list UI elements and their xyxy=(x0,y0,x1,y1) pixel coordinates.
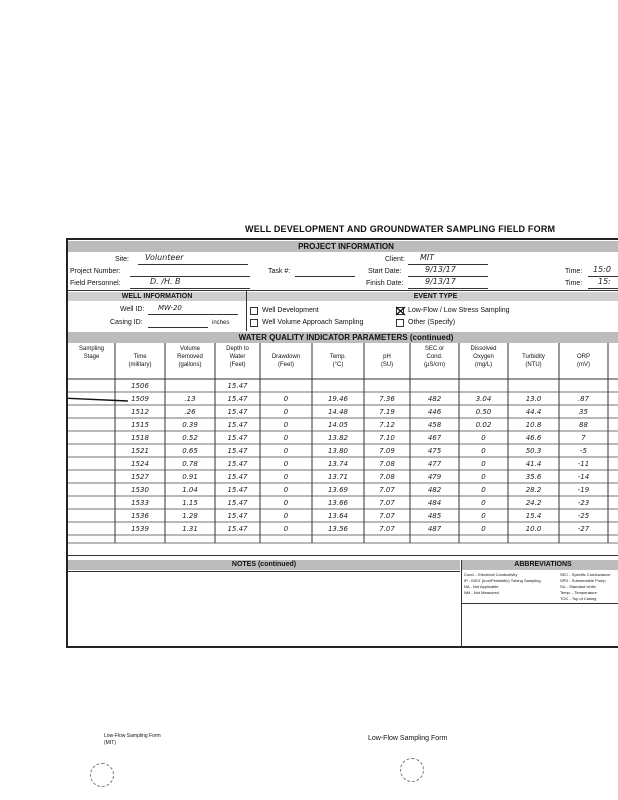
well-id-label: Well ID: xyxy=(120,306,145,313)
table-cell[interactable]: 35 xyxy=(579,408,588,416)
well-info-heading: WELL INFORMATION xyxy=(68,292,246,301)
client-field[interactable]: MIT xyxy=(420,253,435,262)
table-cell[interactable]: 19.46 xyxy=(327,395,349,403)
column-header-unit: (Feet) xyxy=(229,362,246,368)
table-cell[interactable]: 14.48 xyxy=(327,408,349,416)
column-header-unit: (µS/cm) xyxy=(423,362,446,368)
event-type-heading: EVENT TYPE xyxy=(247,292,618,301)
table-cell[interactable]: 15.47 xyxy=(227,460,248,468)
table-cell[interactable]: 15.47 xyxy=(227,473,248,481)
column-header-line1: SEC or xyxy=(424,346,445,352)
column-header-line1: Dissolved xyxy=(470,346,497,352)
table-cell[interactable]: 35.6 xyxy=(525,473,542,481)
well-development-label: Well Development xyxy=(262,307,319,314)
column-header-line1 xyxy=(312,345,364,353)
table-cell[interactable]: 13.71 xyxy=(327,473,349,481)
column-header-unit: (gallons) xyxy=(178,362,202,368)
column-header-unit: (mV) xyxy=(577,362,590,368)
table-cell[interactable]: 13.82 xyxy=(327,434,349,442)
table-cell[interactable]: 15.47 xyxy=(227,525,248,533)
finish-time-underline xyxy=(588,288,618,289)
table-cell[interactable]: 7.09 xyxy=(379,447,395,455)
divider-notes xyxy=(68,555,618,556)
table-cell[interactable]: 0.91 xyxy=(182,473,198,481)
table-cell[interactable]: 13.64 xyxy=(327,512,349,520)
table-cell[interactable]: 7.10 xyxy=(379,434,395,442)
table-cell[interactable]: 13.0 xyxy=(525,395,542,403)
notes-area[interactable] xyxy=(68,571,460,647)
table-cell[interactable]: 13.56 xyxy=(327,525,349,533)
table-cell[interactable]: 1533 xyxy=(131,499,149,507)
column-header-line1: Sampling xyxy=(78,346,104,352)
table-cell[interactable]: 0 xyxy=(283,499,289,507)
column-header xyxy=(260,345,312,369)
abbr-left-item: NA - Not Applicable xyxy=(464,584,499,589)
column-header-line1: Depth to xyxy=(226,346,249,352)
check-mark-icon xyxy=(395,306,407,316)
table-cell[interactable]: 0.65 xyxy=(182,447,198,455)
column-header-line2: Oxygen xyxy=(473,354,494,360)
well-volume-label: Well Volume Approach Sampling xyxy=(262,319,364,326)
task-field[interactable] xyxy=(295,276,355,277)
abbr-right-item: SEC - Specific Conductance xyxy=(560,572,611,577)
casing-id-unit: inches xyxy=(212,320,230,326)
divider-project xyxy=(68,290,618,291)
table-cell[interactable]: 0 xyxy=(283,421,289,429)
table-cell[interactable]: 446 xyxy=(427,408,442,416)
table-cell[interactable]: .87 xyxy=(577,395,590,403)
table-cell[interactable]: 0 xyxy=(283,447,289,455)
table-cell[interactable]: 3.04 xyxy=(475,395,492,403)
project-info-heading: PROJECT INFORMATION xyxy=(68,241,618,252)
column-header-line2: Water xyxy=(229,354,246,360)
table-cell[interactable]: 1515 xyxy=(131,421,149,429)
table-cell[interactable]: 7.07 xyxy=(379,499,395,507)
column-header-line2: Turbidity xyxy=(522,354,545,360)
column-header xyxy=(68,345,115,369)
abbreviations-heading: ABBREVIATIONS xyxy=(462,560,618,570)
table-cell[interactable]: 28.2 xyxy=(525,486,542,494)
table-cell[interactable]: 0 xyxy=(283,434,289,442)
abbr-right-item: TOC - Top of Casing xyxy=(560,596,597,601)
hole-punch-left xyxy=(90,763,114,787)
hole-punch-center xyxy=(400,758,424,782)
table-cell[interactable]: 0.50 xyxy=(475,408,492,416)
footer-center: Low-Flow Sampling Form xyxy=(368,735,448,742)
start-date-field[interactable]: 9/13/17 xyxy=(425,265,456,274)
table-cell[interactable]: 14.05 xyxy=(327,421,349,429)
abbr-right-item: Temp. - Temperature xyxy=(560,590,597,595)
casing-id-label: Casing ID: xyxy=(110,319,143,326)
table-cell[interactable]: 15.47 xyxy=(227,382,248,390)
table-cell[interactable]: 0 xyxy=(481,512,486,520)
table-cell[interactable]: 0 xyxy=(481,460,486,468)
table-cell[interactable]: 46.6 xyxy=(525,434,542,442)
column-header-unit: (SU) xyxy=(380,362,394,368)
table-cell[interactable]: 1512 xyxy=(131,408,149,416)
table-cell[interactable]: -27 xyxy=(577,525,590,533)
table-cell[interactable]: 1509 xyxy=(131,395,149,403)
table-cell[interactable]: 15.47 xyxy=(227,421,248,429)
other-checkbox[interactable] xyxy=(396,319,404,327)
table-cell[interactable]: 0 xyxy=(481,499,486,507)
table-cell[interactable]: 1506 xyxy=(131,382,149,390)
finish-time-field[interactable]: 15: xyxy=(598,277,611,286)
column-header xyxy=(165,345,215,369)
table-cell[interactable]: 1.31 xyxy=(182,525,198,533)
start-date-label: Start Date: xyxy=(368,268,402,275)
abbr-left-item: Cond. - Electrical Conductivity xyxy=(464,572,518,577)
table-cell[interactable]: 7.36 xyxy=(379,395,395,403)
low-flow-checkbox[interactable] xyxy=(396,307,404,315)
column-header-unit: (NTU) xyxy=(525,362,542,368)
column-header-line1 xyxy=(115,345,165,353)
table-cell[interactable]: 467 xyxy=(427,434,442,442)
well-volume-checkbox[interactable] xyxy=(250,319,258,327)
column-header xyxy=(215,345,260,369)
column-header-line1 xyxy=(508,345,559,353)
table-cell[interactable]: 15.47 xyxy=(227,408,248,416)
table-cell[interactable]: 24.2 xyxy=(525,499,542,507)
well-development-checkbox[interactable] xyxy=(250,307,258,315)
table-cell[interactable]: 7.12 xyxy=(379,421,395,429)
table-cell[interactable]: 0.39 xyxy=(182,421,198,429)
table-cell[interactable]: 487 xyxy=(427,525,442,533)
finish-date-field[interactable]: 9/13/17 xyxy=(425,277,456,286)
field-personnel-underline xyxy=(130,288,250,289)
table-cell[interactable]: .13 xyxy=(184,395,196,403)
table-cell[interactable]: -25 xyxy=(577,512,590,520)
column-header-unit: (military) xyxy=(128,362,152,368)
table-cell[interactable]: 44.4 xyxy=(525,408,542,416)
table-cell[interactable]: 482 xyxy=(427,486,442,494)
table-cell[interactable]: 10.0 xyxy=(525,525,542,533)
table-cell[interactable]: 482 xyxy=(427,395,442,403)
table-cell[interactable]: 0 xyxy=(283,525,289,533)
column-header-line2: Stage xyxy=(83,354,100,360)
footer-left-line1: Low-Flow Sampling Form xyxy=(104,733,161,739)
table-cell[interactable]: 0 xyxy=(481,434,486,442)
table-cell[interactable]: 479 xyxy=(427,473,442,481)
table-cell[interactable]: 88 xyxy=(579,421,588,429)
table-cell[interactable]: 0.52 xyxy=(182,434,198,442)
table-cell[interactable]: 1521 xyxy=(131,447,149,455)
low-flow-label: Low-Flow / Low Stress Sampling xyxy=(408,307,510,314)
well-id-underline xyxy=(148,314,238,315)
project-number-field[interactable] xyxy=(130,276,250,277)
column-header xyxy=(115,345,165,369)
table-cell[interactable]: 1527 xyxy=(131,473,149,481)
abbr-right-item: SU - Standard Units xyxy=(560,584,596,589)
table-cell[interactable]: 7.07 xyxy=(379,512,395,520)
column-header-unit: (Feet) xyxy=(277,362,294,368)
site-field[interactable]: Volunteer xyxy=(145,253,184,262)
table-cell[interactable]: 0 xyxy=(481,473,486,481)
table-cell[interactable]: 15.4 xyxy=(525,512,542,520)
table-cell[interactable]: 15.47 xyxy=(227,447,248,455)
column-header-line1 xyxy=(559,345,608,353)
abbr-left-item: IP - IDEX (Iron/Peristaltic) Tubing Sampling xyxy=(464,578,541,583)
divider-abbr xyxy=(462,603,618,604)
table-cell[interactable]: 0.02 xyxy=(475,421,492,429)
table-cell[interactable]: 458 xyxy=(427,421,442,429)
table-cell[interactable]: 15.47 xyxy=(227,434,248,442)
client-label: Client: xyxy=(385,256,405,263)
column-header xyxy=(508,345,559,369)
form-title: WELL DEVELOPMENT AND GROUNDWATER SAMPLING FIELD FORM xyxy=(245,224,556,234)
table-cell[interactable]: 1539 xyxy=(131,525,149,533)
footer-left-line2: (MIT) xyxy=(104,740,116,746)
site-label: Site: xyxy=(115,256,130,263)
table-cell[interactable]: 0.78 xyxy=(182,460,198,468)
column-header-line2: Temp. xyxy=(329,354,347,360)
column-header xyxy=(364,345,410,369)
table-cell[interactable]: 15.47 xyxy=(227,486,248,494)
table-cell[interactable]: 1524 xyxy=(131,460,149,468)
start-time-field[interactable]: 15:0 xyxy=(593,265,611,274)
column-header-line2: Cond. xyxy=(426,354,443,360)
table-cell[interactable]: 13.80 xyxy=(327,447,349,455)
divider-notes-abbr xyxy=(461,560,462,648)
table-cell[interactable]: -19 xyxy=(577,486,590,494)
start-time-label: Time: xyxy=(565,268,583,275)
field-personnel-label: Field Personnel: xyxy=(70,280,121,287)
other-label: Other (Specify) xyxy=(408,319,456,326)
project-number-label: Project Number: xyxy=(70,268,121,275)
table-cell[interactable]: 0 xyxy=(283,395,289,403)
notes-heading: NOTES (continued) xyxy=(68,560,460,570)
table-cell[interactable]: 0 xyxy=(481,486,486,494)
water-quality-grid xyxy=(68,343,618,573)
table-cell[interactable]: 13.69 xyxy=(327,486,349,494)
table-cell[interactable]: 0 xyxy=(481,525,486,533)
table-cell[interactable]: .26 xyxy=(184,408,196,416)
finish-date-underline xyxy=(408,288,488,289)
column-header xyxy=(459,345,508,369)
table-cell[interactable]: 13.66 xyxy=(327,499,349,507)
table-cell[interactable]: 41.4 xyxy=(525,460,542,468)
table-cell[interactable]: 475 xyxy=(427,447,442,455)
table-cell[interactable]: 1530 xyxy=(131,486,149,494)
column-header xyxy=(559,345,608,369)
column-header-unit: (mg/L) xyxy=(474,362,493,368)
abbr-left-item: NM - Not Measured xyxy=(464,590,499,595)
table-cell[interactable]: 1.04 xyxy=(182,486,198,494)
table-cell[interactable]: 1536 xyxy=(131,512,149,520)
table-cell[interactable]: 7.08 xyxy=(379,460,395,468)
column-header-unit xyxy=(68,361,115,369)
column-header-line2: Drawdown xyxy=(271,354,301,360)
table-cell[interactable]: 10.8 xyxy=(525,421,542,429)
table-cell[interactable]: 0 xyxy=(481,447,486,455)
well-id-field[interactable]: MW-20 xyxy=(158,304,182,312)
table-cell[interactable]: -5 xyxy=(580,447,587,455)
table-cell[interactable]: 7.07 xyxy=(379,486,395,494)
table-cell[interactable]: 1.15 xyxy=(182,499,198,507)
column-header-line2: pH xyxy=(383,354,391,360)
table-cell[interactable]: 1518 xyxy=(131,434,149,442)
table-cell[interactable]: -14 xyxy=(577,473,590,481)
table-cell[interactable]: 50.3 xyxy=(525,447,542,455)
table-cell[interactable]: -23 xyxy=(577,499,590,507)
column-header-line1 xyxy=(260,345,312,353)
column-header xyxy=(312,345,364,369)
table-cell[interactable]: 1.28 xyxy=(182,512,198,520)
table-cell[interactable]: 485 xyxy=(427,512,442,520)
table-cell[interactable]: 0 xyxy=(283,512,289,520)
table-cell[interactable]: 15.47 xyxy=(227,395,248,403)
column-header-line1: Volume xyxy=(179,346,200,352)
table-cell[interactable]: 15.47 xyxy=(227,512,248,520)
table-cell[interactable]: 477 xyxy=(427,460,442,468)
site-underline xyxy=(138,264,248,265)
finish-time-label: Time: xyxy=(565,280,583,287)
table-cell[interactable]: 7.19 xyxy=(379,408,395,416)
abbreviations-right xyxy=(560,572,610,602)
field-personnel-field[interactable]: D. /H. B xyxy=(150,277,181,286)
task-label: Task #: xyxy=(268,268,291,275)
casing-id-field[interactable] xyxy=(148,327,208,328)
table-cell[interactable]: -11 xyxy=(577,460,590,468)
table-cell[interactable]: 484 xyxy=(427,499,442,507)
table-cell[interactable]: 7.07 xyxy=(379,525,395,533)
table-cell[interactable]: 0 xyxy=(283,408,289,416)
table-cell[interactable]: 13.74 xyxy=(327,460,349,468)
column-header-line1 xyxy=(364,345,410,353)
table-cell[interactable]: 7.08 xyxy=(379,473,395,481)
column-header-line2: Removed xyxy=(177,354,203,360)
finish-date-label: Finish Date: xyxy=(366,280,404,287)
table-cell[interactable]: 7 xyxy=(581,434,586,442)
table-cell[interactable]: 0 xyxy=(283,460,289,468)
abbr-right-item: SPD - Submersible Pump xyxy=(560,578,606,583)
column-header-unit: (°C) xyxy=(332,362,344,368)
table-cell[interactable]: 15.47 xyxy=(227,499,248,507)
water-quality-heading: WATER QUALITY INDICATOR PARAMETERS (continued) xyxy=(68,332,618,343)
abbreviations-left xyxy=(464,572,541,596)
column-header-line2: Time xyxy=(133,354,147,360)
table-cell[interactable]: 0 xyxy=(283,473,289,481)
column-header xyxy=(410,345,459,369)
column-header-line2: ORP xyxy=(576,354,590,360)
table-cell[interactable]: 0 xyxy=(283,486,289,494)
